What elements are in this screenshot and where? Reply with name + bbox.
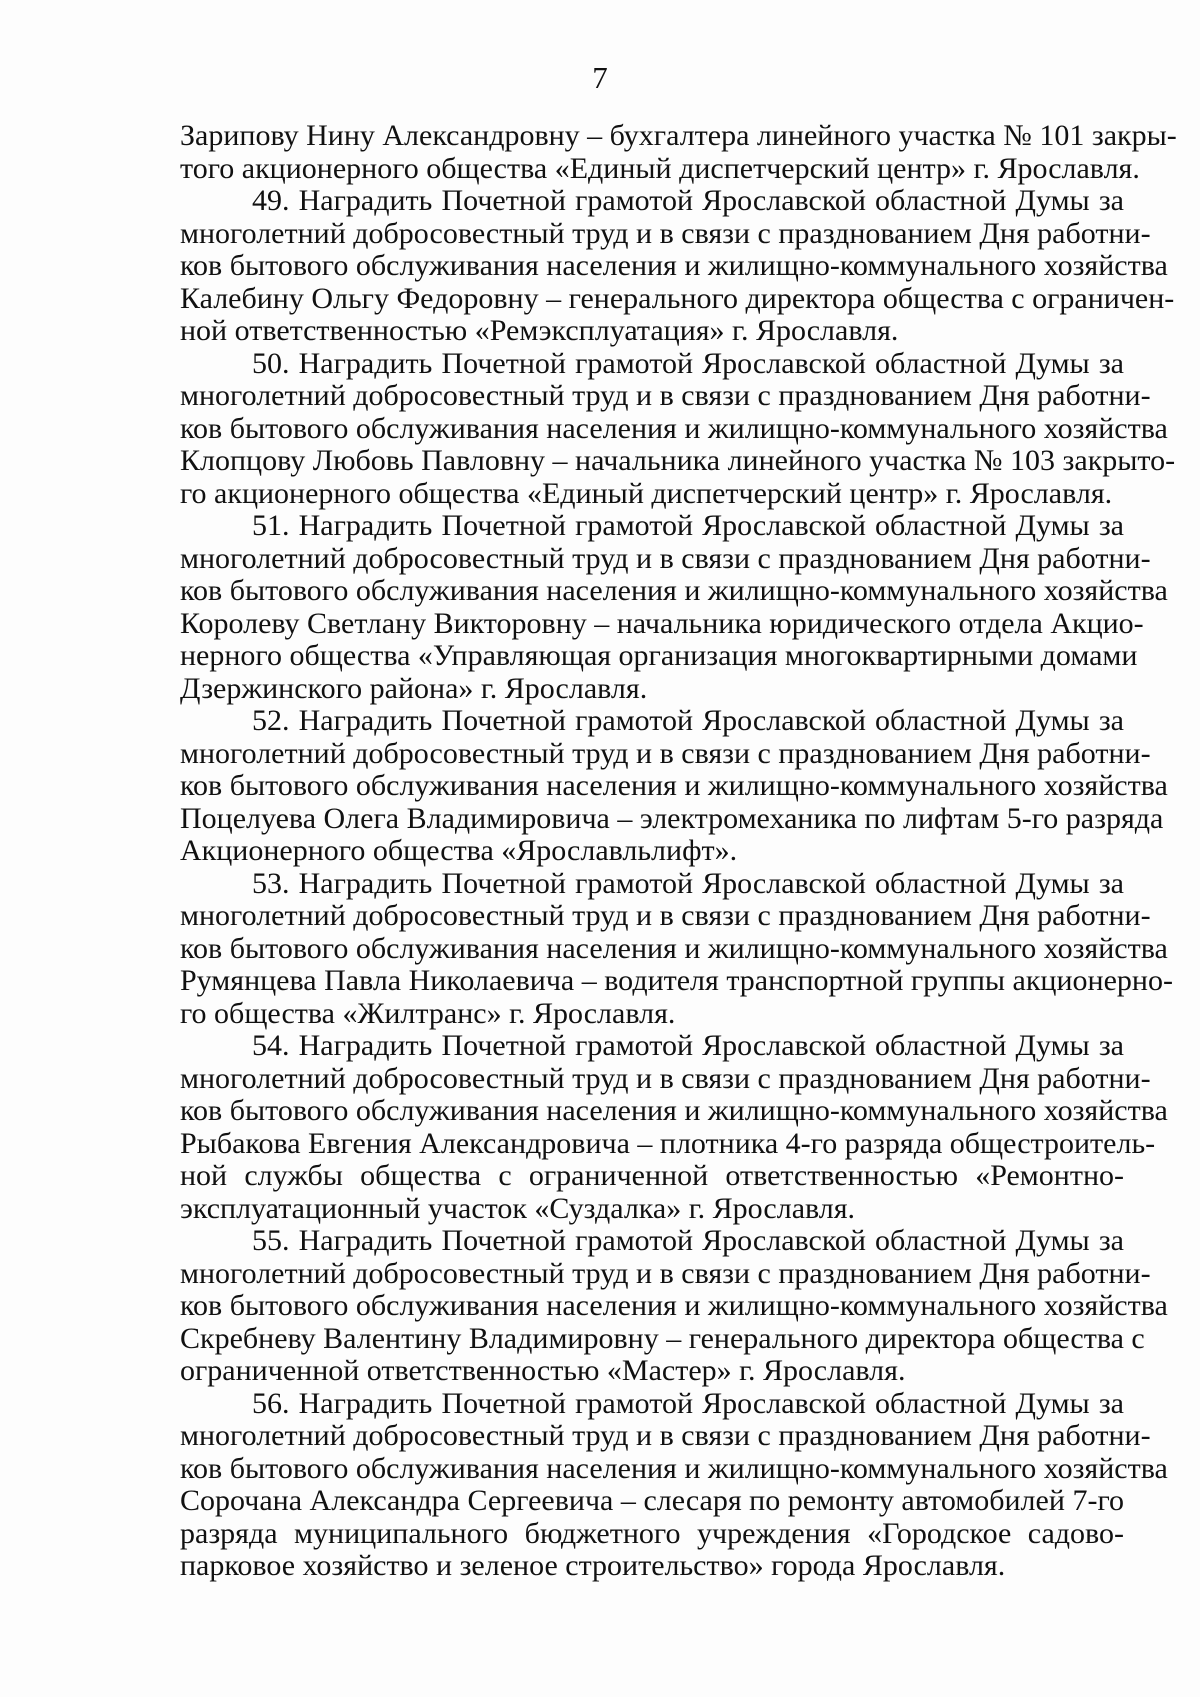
- text-line: многолетний добросовестный труд и в связи с празднованием Дня работни-: [180, 1256, 1151, 1290]
- text-line: ков бытового обслуживания населения и жилищно-коммунального хозяйства: [180, 1094, 1168, 1127]
- text-line: ков бытового обслуживания населения и жилищно-коммунального хозяйства: [180, 1451, 1168, 1485]
- text-line: многолетний добросовестный труд и в связи с празднованием Дня работни-: [180, 216, 1151, 250]
- text-line: ков бытового обслуживания населения и жилищно-коммунального хозяйства: [180, 769, 1168, 802]
- text-line: Рыбакова Евгения Александровича – плотника 4-го разряда общестроитель-: [180, 1126, 1156, 1160]
- text-line: ной службы общества с ограниченной ответственностью «Ремонтно-: [180, 1159, 1124, 1192]
- paragraph-first-line: 54. Наградить Почетной грамотой Ярославской областной Думы за: [252, 1029, 1124, 1062]
- text-line: многолетний добросовестный труд и в связи с празднованием Дня работни-: [180, 379, 1151, 412]
- text-line: многолетний добросовестный труд и в связи с празднованием Дня работни-: [180, 541, 1151, 575]
- text-line: разряда муниципального бюджетного учреждения «Городское садово-: [180, 1516, 1124, 1550]
- paragraph-first-line: 50. Наградить Почетной грамотой Ярославской областной Думы за: [252, 346, 1124, 380]
- text-line: многолетний добросовестный труд и в связи с празднованием Дня работни-: [180, 899, 1151, 932]
- text-line: Королеву Светлану Викторовну – начальника юридического отдела Акцио-: [180, 606, 1144, 640]
- text-line: Клопцову Любовь Павловну – начальника линейного участка № 103 закрыто-: [180, 444, 1176, 477]
- paragraph-first-line: 52. Наградить Почетной грамотой Ярославской областной Думы за: [252, 704, 1124, 737]
- text-line: Румянцева Павла Николаевича – водителя транспортной группы акционерно-: [180, 964, 1173, 997]
- text-line: парковое хозяйство и зеленое строительство» города Ярославля.: [180, 1549, 1006, 1582]
- text-line: эксплуатационный участок «Суздалка» г. Ярославля.: [180, 1191, 856, 1225]
- text-line: Зарипову Нину Александровну – бухгалтера линейного участка № 101 закры-: [180, 119, 1177, 152]
- text-line: ков бытового обслуживания населения и жилищно-коммунального хозяйства: [180, 931, 1168, 965]
- text-line: ков бытового обслуживания населения и жилищно-коммунального хозяйства: [180, 574, 1168, 607]
- paragraph-first-line: 51. Наградить Почетной грамотой Ярославской областной Думы за: [252, 509, 1124, 542]
- paragraph-first-line: 56. Наградить Почетной грамотой Ярославской областной Думы за: [252, 1386, 1124, 1420]
- document-body: [180, 119, 1177, 1583]
- text-line: Калебину Ольгу Федоровну – генерального директора общества с ограничен-: [180, 281, 1175, 315]
- text-line: Скребневу Валентину Владимировну – генерального директора общества с: [180, 1321, 1145, 1355]
- text-line: ограниченной ответственностью «Мастер» г. Ярославля.: [180, 1354, 906, 1387]
- text-line: многолетний добросовестный труд и в связи с празднованием Дня работни-: [180, 736, 1151, 770]
- text-line: многолетний добросовестный труд и в связи с празднованием Дня работни-: [180, 1419, 1151, 1452]
- text-line: го акционерного общества «Единый диспетчерский центр» г. Ярославля.: [180, 476, 1113, 510]
- text-line: Поцелуева Олега Владимировича – электромеханика по лифтам 5-го разряда: [180, 801, 1164, 835]
- paragraph-first-line: 53. Наградить Почетной грамотой Ярославской областной Думы за: [252, 866, 1124, 900]
- paragraph-first-line: 55. Наградить Почетной грамотой Ярославской областной Думы за: [252, 1224, 1124, 1257]
- text-line: Дзержинского района» г. Ярославля.: [180, 671, 648, 705]
- page-number: 7: [592, 60, 608, 95]
- text-line: ной ответственностью «Ремэксплуатация» г. Ярославля.: [180, 314, 899, 347]
- text-line: ков бытового обслуживания населения и жилищно-коммунального хозяйства: [180, 249, 1168, 282]
- text-line: многолетний добросовестный труд и в связи с празднованием Дня работни-: [180, 1061, 1151, 1095]
- text-line: Акционерного общества «Ярославльлифт».: [180, 834, 738, 867]
- text-line: го общества «Жилтранс» г. Ярославля.: [180, 996, 676, 1030]
- text-line: Сорочана Александра Сергеевича – слесаря по ремонту автомобилей 7-го: [180, 1484, 1124, 1517]
- text-line: того акционерного общества «Единый диспетчерский центр» г. Ярославля.: [180, 151, 1140, 185]
- text-line: нерного общества «Управляющая организация многоквартирными домами: [180, 639, 1138, 672]
- text-line: ков бытового обслуживания населения и жилищно-коммунального хозяйства: [180, 411, 1168, 445]
- paragraph-first-line: 49. Наградить Почетной грамотой Ярославской областной Думы за: [252, 184, 1124, 217]
- text-line: ков бытового обслуживания населения и жилищно-коммунального хозяйства: [180, 1289, 1168, 1322]
